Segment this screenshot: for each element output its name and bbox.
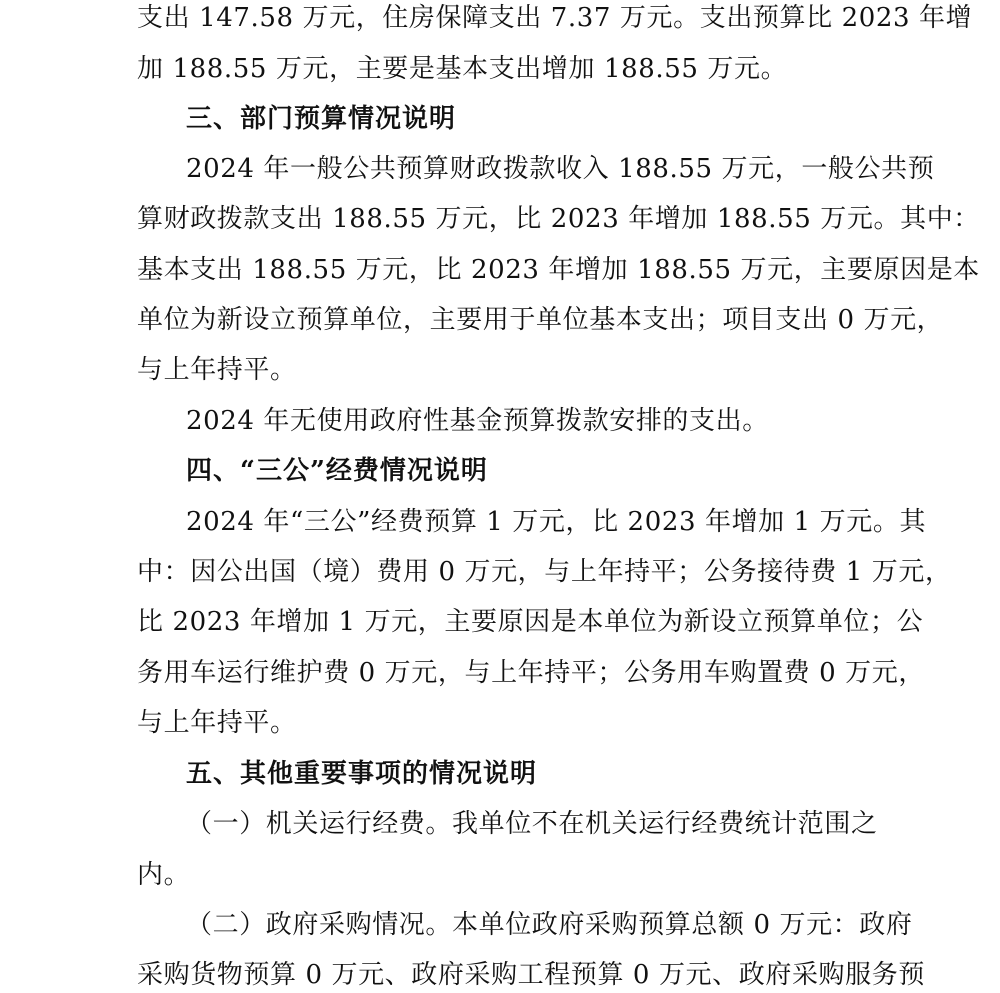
paragraph-first-line: 2024 年无使用政府性基金预算拨款安排的支出。: [186, 406, 769, 436]
body-text-line: 采购货物预算 0 万元、政府采购工程预算 0 万元、政府采购服务预: [137, 960, 925, 990]
body-text-line: 单位为新设立预算单位，主要用于单位基本支出；项目支出 0 万元，: [137, 305, 944, 335]
body-text-line: 务用车运行维护费 0 万元，与上年持平；公务用车购置费 0 万元，: [137, 658, 925, 688]
body-text-line: 比 2023 年增加 1 万元，主要原因是本单位为新设立预算单位；公: [137, 607, 924, 637]
paragraph-first-line: （一）机关运行经费。我单位不在机关运行经费统计范围之: [186, 809, 878, 839]
section-heading: 四、“三公”经费情况说明: [186, 456, 488, 486]
body-text-line: 加 188.55 万元，主要是基本支出增加 188.55 万元。: [137, 54, 788, 84]
section-heading: 三、部门预算情况说明: [186, 104, 457, 134]
section-heading: 五、其他重要事项的情况说明: [186, 759, 538, 789]
body-text-line: 与上年持平。: [137, 355, 297, 385]
paragraph-first-line: 2024 年一般公共预算财政拨款收入 188.55 万元，一般公共预: [186, 154, 935, 184]
body-text-line: 中：因公出国（境）费用 0 万元，与上年持平；公务接待费 1 万元，: [137, 557, 952, 587]
paragraph-first-line: （二）政府采购情况。本单位政府采购预算总额 0 万元：政府: [186, 910, 913, 940]
body-text-line: 算财政拨款支出 188.55 万元，比 2023 年增加 188.55 万元。其中：: [137, 204, 980, 234]
body-text-line: 与上年持平。: [137, 708, 297, 738]
paragraph-first-line: 2024 年“三公”经费预算 1 万元，比 2023 年增加 1 万元。其: [186, 507, 927, 537]
body-text-line: 基本支出 188.55 万元，比 2023 年增加 188.55 万元，主要原因是本: [137, 255, 980, 285]
body-text-line: 内。: [137, 860, 191, 890]
body-text-line: 支出 147.58 万元，住房保障支出 7.37 万元。支出预算比 2023 年增: [137, 3, 973, 33]
